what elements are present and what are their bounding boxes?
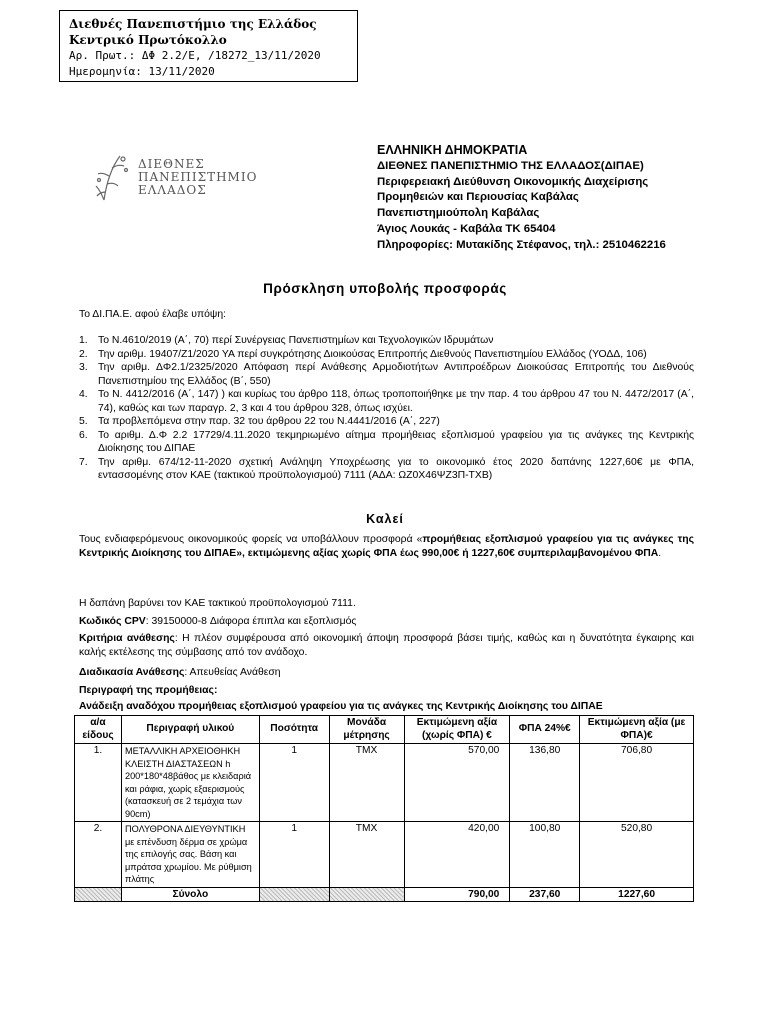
stamp-registry: Κεντρικό Πρωτόκολλο: [69, 33, 227, 47]
table-row: [75, 744, 694, 822]
logo-text-line-2: ΠΑΝΕΠΙΣΤΗΜΙΟ: [138, 170, 258, 184]
header-line-department: Προμηθειών και Περιουσίας Καβάλας: [377, 191, 579, 204]
col-header-vat: ΦΠΑ 24%€: [510, 716, 580, 744]
invitation-paragraph: Τους ενδιαφερόμενους οικονομικούς φορείς να υποβάλλουν προσφορά «προμήθειας εξοπλισμού γραφείου για τις ανάγκες της Κεντρικής Διοίκησης του ΔΙΠΑΕ», εκτιμώμενης αξίας χωρίς ΦΠΑ έως 990,00€ ή 1227,60€ συμπεριλαμβανομένου ΦΠΑ.: [79, 534, 695, 559]
item-vat: 136,80: [510, 744, 580, 822]
col-header-gross-value: Εκτιμώμενη αξία (με ΦΠΑ)€: [580, 716, 694, 744]
document-title: Πρόσκληση υποβολής προσφοράς: [263, 281, 507, 296]
olive-branch-icon: [90, 150, 134, 210]
list-item: 3. Την αριθμ. ΔΦ2.1/2325/2020 Απόφαση περί Ανάθεσης Αρμοδιοτήτων Αντιπροέδρων Διοικούσας Επιτροπής του Διεθνούς Πανεπιστημίου της Ελλάδος (Β΄, 550): [79, 362, 694, 387]
col-header-unit: Μονάδα μέτρησης: [329, 716, 404, 744]
list-item: 2. Την αριθμ. 19407/Ζ1/2020 ΥΑ περί συγκρότησης Διοικούσας Επιτροπής Διεθνούς Πανεπιστημίου Ελλάδος (ΥΟΔΔ, 106): [79, 348, 647, 360]
item-aa: 2.: [75, 822, 122, 888]
item-description: ΜΕΤΑΛΛΙΚΗ ΑΡΧΕΙΟΘΗΚΗ ΚΛΕΙΣΤΗ ΔΙΑΣΤΑΣΕΩΝ h 200*180*48βάθος με κλειδαριά και ράφια, χωρίς εξαερισμούς (κατασκευή σε 2 τεμάχια των 90cm): [121, 744, 259, 822]
col-header-aa: α/α είδους: [75, 716, 122, 744]
university-logo: [90, 150, 275, 210]
total-filler-cell: [259, 887, 329, 901]
item-unit: ΤΜΧ: [329, 822, 404, 888]
logo-text-line-1: ΔΙΕΘΝΕΣ: [138, 157, 205, 171]
list-item: 4. Το Ν. 4412/2016 (Α΄, 147) ) και κυρίως του άρθρο 118, όπως τροποποιήθηκε με την παρ. 4 του άρθρου 47 του Ν. 4472/2017 (Α΄, 74), καθώς και των παραγρ. 2, 3 και 4 του άρθρου 328, όπως ισχύει.: [79, 389, 694, 414]
items-table: [74, 715, 694, 902]
header-line-directorate: Περιφερειακή Διεύθυνση Οικονομικής Διαχείρισης: [377, 175, 649, 188]
list-item: 7. Την αριθμ. 674/12-11-2020 σχετική Ανάληψη Υποχρέωσης για το οικονομικό έτος 2020 δαπάνης 1227,60€ με ΦΠΑ, εντασσομένης στον ΚΑΕ (τακτικού προϋπολογισμού) 7111 (ΑΔΑ: ΩΖ0Χ46ΨΖ3Π-ΤΧΒ): [79, 456, 694, 481]
item-quantity: 1: [259, 822, 329, 888]
total-net-value: 790,00: [404, 887, 510, 901]
table-row: [75, 822, 694, 888]
issuer-header: [377, 143, 707, 254]
cpv-line: Κωδικός CPV: 39150000-8 Διάφορα έπιπλα και εξοπλισμός: [79, 616, 357, 627]
list-item: 6. Το αριθμ. Δ.Φ 2.2 17729/4.11.2020 τεκμηριωμένο αίτημα προμήθειας εξοπλισμού γραφείου για τις ανάγκες της Κεντρικής Διοίκησης του ΔΙΠΑΕ: [79, 429, 694, 454]
list-item: 5. Τα προβλεπόμενα στην παρ. 32 του άρθρου 22 του Ν.4441/2016 (Α΄, 227): [79, 416, 440, 427]
item-aa: 1.: [75, 744, 122, 822]
invitation-heading: Καλεί: [366, 512, 404, 526]
total-filler-cell: [75, 887, 122, 901]
header-line-republic: ΕΛΛΗΝΙΚΗ ΔΗΜΟΚΡΑΤΙΑ: [377, 143, 528, 157]
header-line-contact: Πληροφορίες: Μυτακίδης Στέφανος, τηλ.: 2510462216: [377, 238, 666, 251]
item-net-value: 420,00: [404, 822, 510, 888]
item-vat: 100,80: [510, 822, 580, 888]
col-header-quantity: Ποσότητα: [259, 716, 329, 744]
item-quantity: 1: [259, 744, 329, 822]
protocol-stamp: [59, 10, 358, 82]
item-gross-value: 706,80: [580, 744, 694, 822]
total-vat: 237,60: [510, 887, 580, 901]
header-line-campus: Πανεπιστημιούπολη Καβάλας: [377, 207, 540, 220]
item-unit: ΤΜΧ: [329, 744, 404, 822]
col-header-description: Περιγραφή υλικού: [121, 716, 259, 744]
item-net-value: 570,00: [404, 744, 510, 822]
total-gross-value: 1227,60: [580, 887, 694, 901]
table-heading: Ανάδειξη αναδόχου προμήθειας εξοπλισμού γραφείου για τις ανάγκες της Κεντρικής Διοίκησης του ΔΙΠΑΕ: [79, 701, 603, 712]
table-total-row: [75, 887, 694, 901]
award-criteria: Κριτήρια ανάθεσης: Η πλέον συμφέρουσα από οικονομική άποψη προσφορά βάσει τιμής, καθώς και η δυνατότητα έγκαιρης και καλής εκτέλεσης της σύμβασης από τον ανάδοχο.: [79, 633, 694, 658]
stamp-date: Ημερομηνία: 13/11/2020: [69, 65, 215, 78]
header-line-address: Άγιος Λουκάς - Καβάλα ΤΚ 65404: [377, 222, 556, 235]
item-description: ΠΟΛΥΘΡΟΝΑ ΔΙΕΥΘΥΝΤΙΚΗ με επένδυση δέρμα σε χρώμα της επιλογής σας. Βάση και μπράτσα χρωμίου. Με ρύθμιση πλάτης: [121, 822, 259, 888]
stamp-institution: Διεθνές Πανεπιστήμιο της Ελλάδος: [69, 17, 317, 31]
table-header-row: [75, 716, 694, 744]
header-line-university: ΔΙΕΘΝΕΣ ΠΑΝΕΠΙΣΤΗΜΙΟ ΤΗΣ ΕΛΛΑΔΟΣ(ΔΙΠΑΕ): [377, 159, 644, 172]
total-label: Σύνολο: [121, 887, 259, 901]
description-heading: Περιγραφή της προμήθειας:: [79, 685, 218, 696]
award-procedure: Διαδικασία Ανάθεσης: Απευθείας Ανάθεση: [79, 667, 281, 678]
logo-text-line-3: ΕΛΛΑΔΟΣ: [138, 183, 207, 197]
considerations-list: [79, 334, 694, 483]
item-gross-value: 520,80: [580, 822, 694, 888]
stamp-protocol-number: Αρ. Πρωτ.: ΔΦ 2.2/Ε, /18272_13/11/2020: [69, 49, 321, 62]
budget-line: Η δαπάνη βαρύνει τον ΚΑΕ τακτικού προϋπολογισμού 7111.: [79, 598, 356, 609]
col-header-net-value: Εκτιμώμενη αξία (χωρίς ΦΠΑ) €: [404, 716, 510, 744]
intro-text: Το ΔΙ.ΠΑ.Ε. αφού έλαβε υπόψη:: [79, 309, 227, 320]
list-item: 1. Το Ν.4610/2019 (Α΄, 70) περί Συνέργειας Πανεπιστημίων και Τεχνολογικών Ιδρυμάτων: [79, 335, 494, 346]
total-filler-cell: [329, 887, 404, 901]
